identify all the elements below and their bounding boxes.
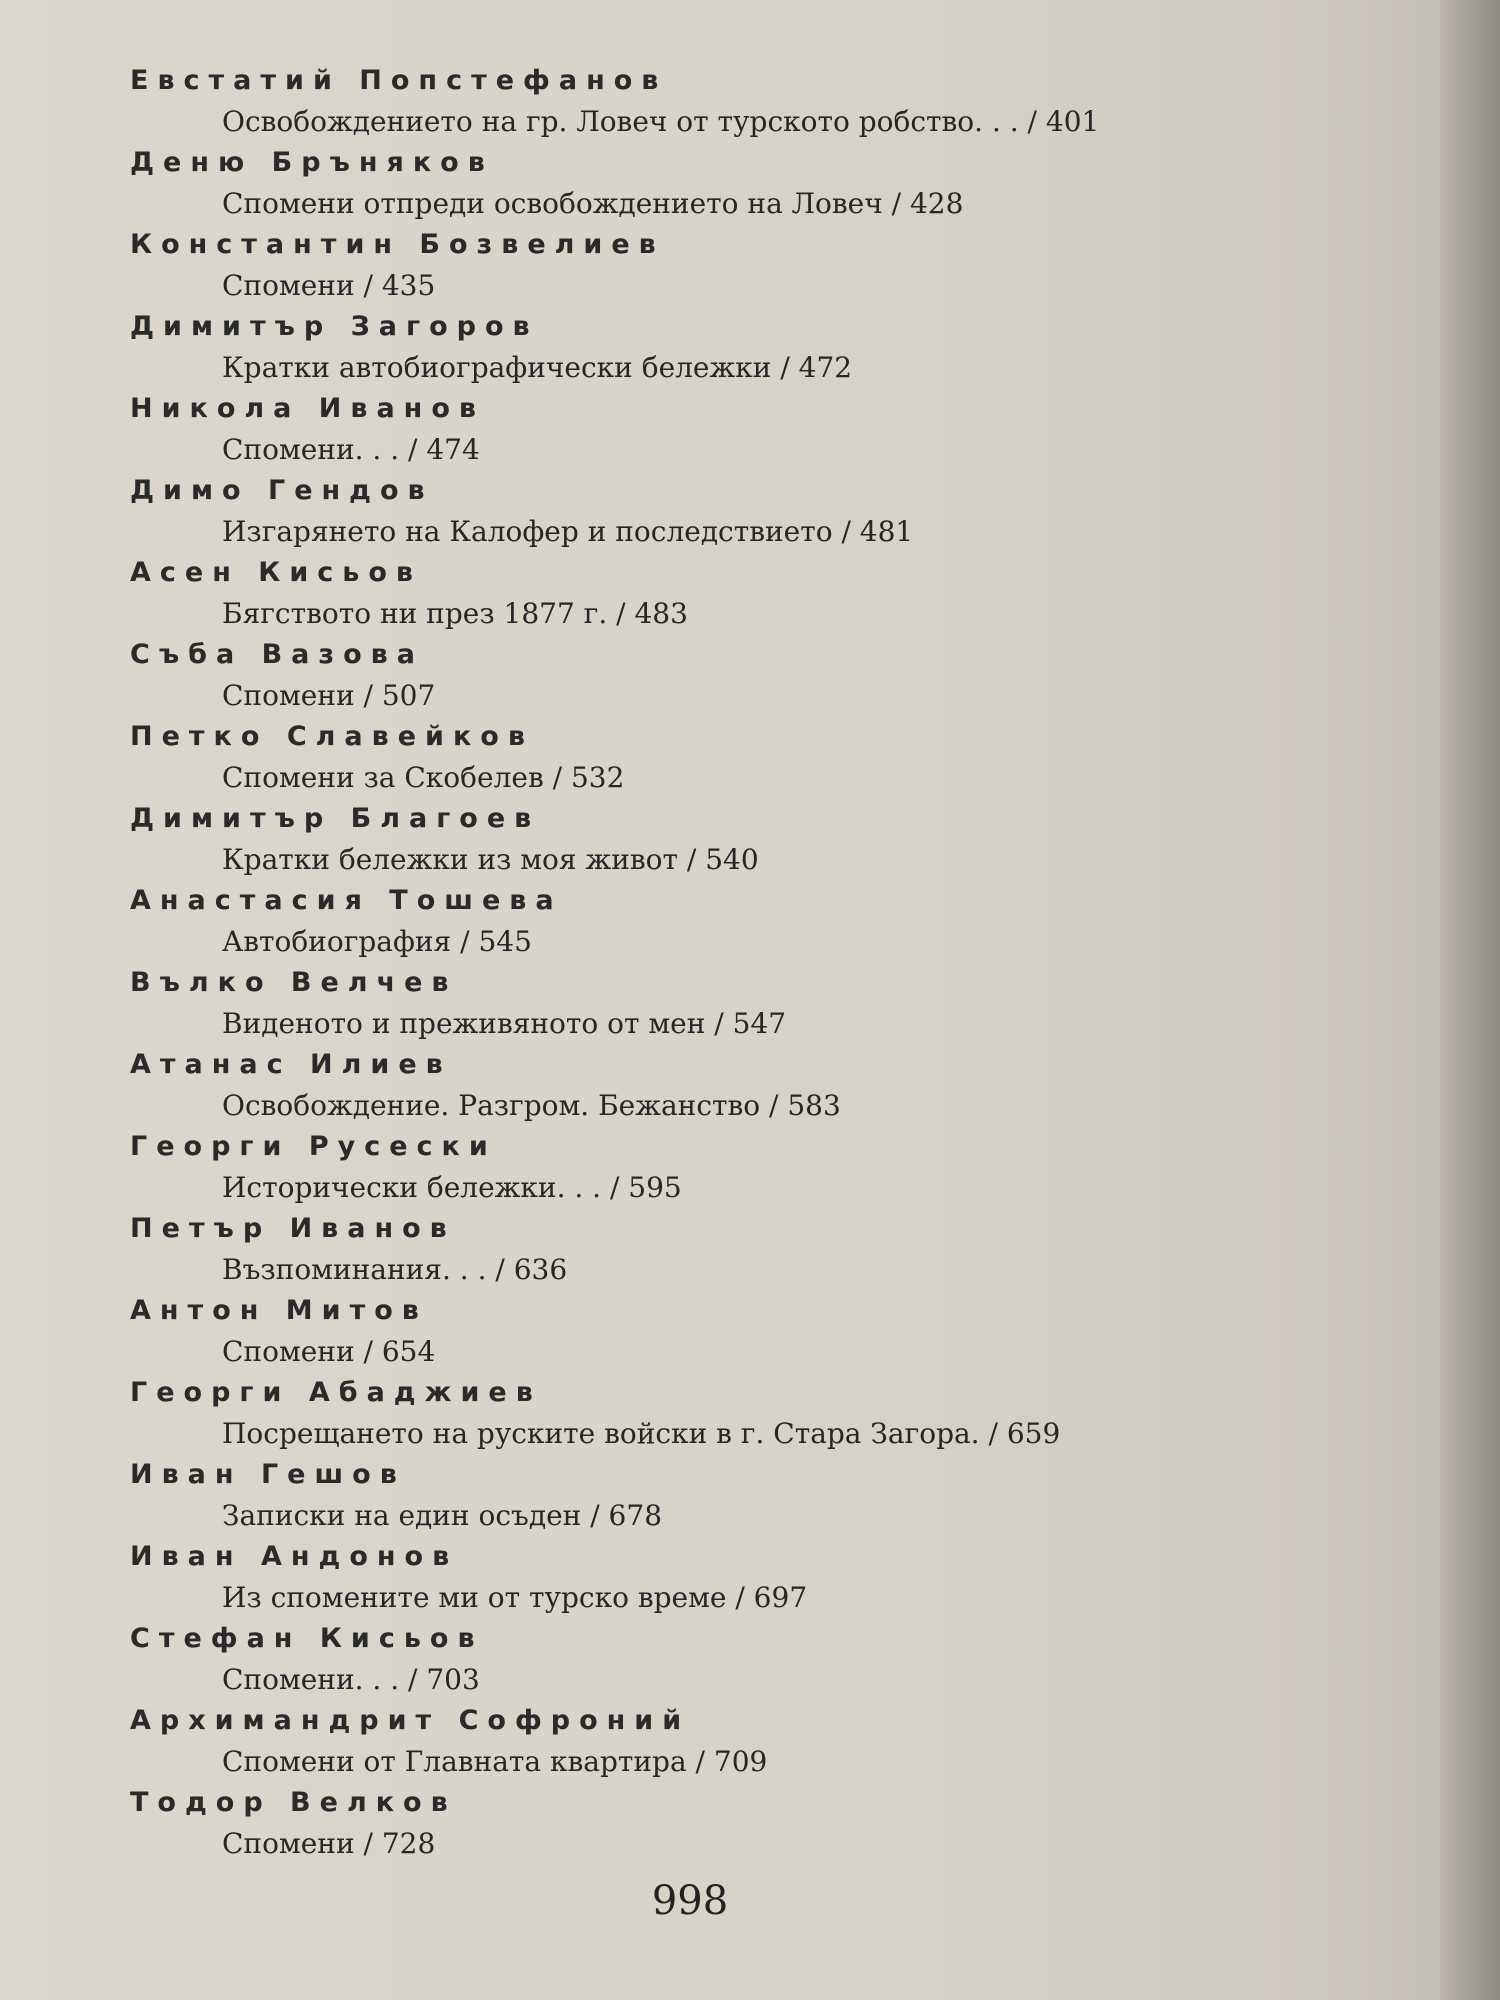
toc-entry bbox=[130, 1210, 1280, 1292]
entry-author: Деню Бръняков bbox=[130, 147, 494, 178]
entry-title: Автобиография / 545 bbox=[222, 925, 532, 958]
entry-author: Петър Иванов bbox=[130, 1213, 456, 1244]
toc-entry bbox=[130, 1292, 1280, 1374]
toc-entry bbox=[130, 144, 1280, 226]
entry-author: Георги Русески bbox=[130, 1131, 497, 1162]
entry-author: Константин Бозвелиев bbox=[130, 229, 665, 260]
entry-title: Из спомените ми от турско време / 697 bbox=[222, 1581, 808, 1614]
entry-author: Атанас Илиев bbox=[130, 1049, 452, 1080]
toc-entry bbox=[130, 62, 1280, 144]
toc-entry bbox=[130, 1784, 1280, 1866]
entry-author: Иван Андонов bbox=[130, 1541, 459, 1572]
entry-author: Стефан Кисьов bbox=[130, 1623, 484, 1654]
entry-author: Асен Кисьов bbox=[130, 557, 422, 588]
entry-author: Архимандрит Софроний bbox=[130, 1705, 691, 1736]
toc-entry bbox=[130, 1128, 1280, 1210]
toc-entry bbox=[130, 226, 1280, 308]
book-binding-edge bbox=[1440, 0, 1500, 2000]
entry-author: Никола Иванов bbox=[130, 393, 485, 424]
toc-entry bbox=[130, 390, 1280, 472]
entry-author: Вълко Велчев bbox=[130, 967, 458, 998]
entry-title: Кратки бележки из моя живот / 540 bbox=[222, 843, 759, 876]
entry-author: Петко Славейков bbox=[130, 721, 534, 752]
entry-title: Спомени / 654 bbox=[222, 1335, 436, 1368]
entry-author: Евстатий Попстефанов bbox=[130, 65, 668, 96]
entry-author: Иван Гешов bbox=[130, 1459, 406, 1490]
toc-entry bbox=[130, 554, 1280, 636]
entry-title: Изгарянето на Калофер и последствието / 481 bbox=[222, 515, 914, 548]
entry-title: Освобождението на гр. Ловеч от турското робство. . . / 401 bbox=[222, 105, 1100, 138]
entry-title: Освобождение. Разгром. Бежанство / 583 bbox=[222, 1089, 841, 1122]
entry-title: Възпоминания. . . / 636 bbox=[222, 1253, 568, 1286]
entry-title: Спомени / 728 bbox=[222, 1827, 436, 1860]
entry-author: Димо Гендов bbox=[130, 475, 434, 506]
entry-title: Спомени. . . / 474 bbox=[222, 433, 480, 466]
entry-title: Спомени. . . / 703 bbox=[222, 1663, 480, 1696]
entry-title: Бягството ни през 1877 г. / 483 bbox=[222, 597, 688, 630]
entry-title: Виденото и преживяното от мен / 547 bbox=[222, 1007, 787, 1040]
toc-entry bbox=[130, 882, 1280, 964]
toc-entry bbox=[130, 1702, 1280, 1784]
entry-title: Спомени за Скобелев / 532 bbox=[222, 761, 625, 794]
toc-entry bbox=[130, 636, 1280, 718]
toc-entry bbox=[130, 1456, 1280, 1538]
entry-title: Записки на един осъден / 678 bbox=[222, 1499, 663, 1532]
entry-author: Димитър Загоров bbox=[130, 311, 539, 342]
page-number: 998 bbox=[651, 1878, 729, 1924]
entry-title: Спомени от Главната квартира / 709 bbox=[222, 1745, 768, 1778]
entry-title: Посрещането на руските войски в г. Стара Загора. / 659 bbox=[222, 1417, 1061, 1450]
toc-entry bbox=[130, 800, 1280, 882]
entry-author: Димитър Благоев bbox=[130, 803, 541, 834]
entry-author: Тодор Велков bbox=[130, 1787, 457, 1818]
entry-author: Анастасия Тошева bbox=[130, 885, 563, 916]
table-of-contents bbox=[130, 62, 1280, 1866]
toc-entry bbox=[130, 472, 1280, 554]
toc-entry bbox=[130, 1620, 1280, 1702]
entry-author: Съба Вазова bbox=[130, 639, 424, 670]
toc-entry bbox=[130, 1538, 1280, 1620]
entry-title: Кратки автобиографически бележки / 472 bbox=[222, 351, 853, 384]
entry-title: Спомени / 435 bbox=[222, 269, 436, 302]
entry-title: Исторически бележки. . . / 595 bbox=[222, 1171, 682, 1204]
entry-title: Спомени / 507 bbox=[222, 679, 436, 712]
entry-author: Антон Митов bbox=[130, 1295, 428, 1326]
toc-entry bbox=[130, 1046, 1280, 1128]
entry-author: Георги Абаджиев bbox=[130, 1377, 542, 1408]
toc-entry bbox=[130, 1374, 1280, 1456]
toc-entry bbox=[130, 964, 1280, 1046]
toc-entry bbox=[130, 718, 1280, 800]
toc-entry bbox=[130, 308, 1280, 390]
entry-title: Спомени отпреди освобождението на Ловеч / 428 bbox=[222, 187, 964, 220]
